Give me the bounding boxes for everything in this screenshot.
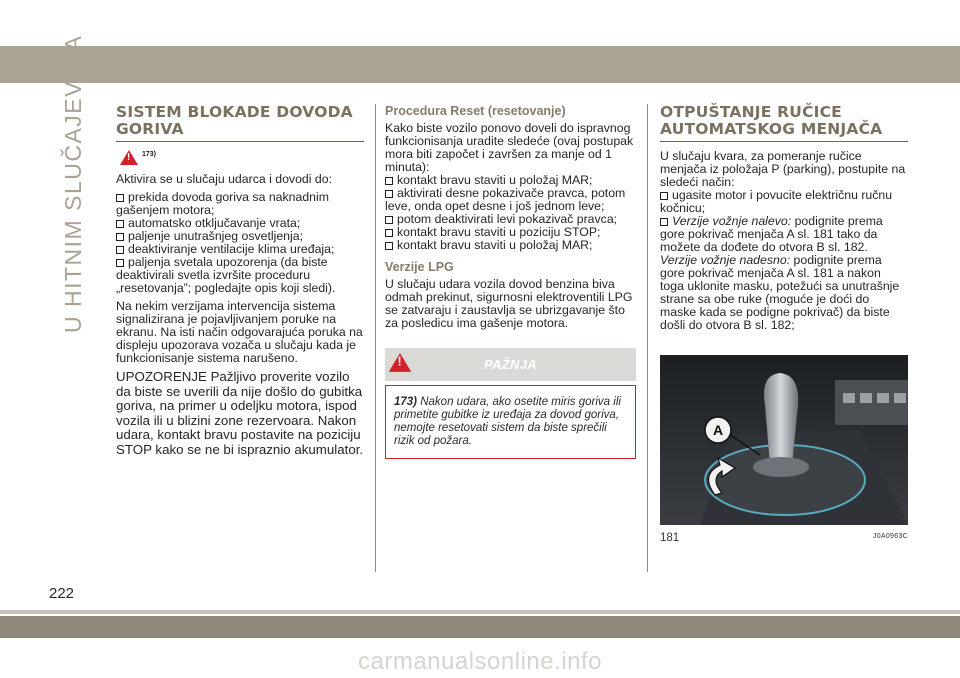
warning-reference — [120, 150, 364, 165]
page-number: 222 — [49, 585, 75, 602]
checkbox-bullet-icon — [116, 259, 124, 267]
watermark-text: carmanualsonline.info — [358, 648, 602, 675]
figure-caption — [660, 532, 908, 544]
reset-intro: Kako biste vozilo ponovo doveli do ispravnog funkcionisanja uradite sledeće (ovaj postupak mora biti započet i završen za manje od 1 minuta): — [385, 121, 634, 174]
column-divider — [647, 104, 648, 572]
list-item: deaktiviranje ventilacije klima uređaja; — [116, 243, 364, 256]
figure-number: 181 — [660, 532, 680, 544]
heading-fuel-cutoff: SISTEM BLOKADE DOVODA GORIVA — [116, 104, 364, 142]
display-message-paragraph: Na nekim verzijama intervencija sistema signalizirana je pojavljivanjem poruke na ekranu. Na isti način odgovarajuća poruka na displeju upozorava vozača u slučaju kada je funkcionisanje sistema narušeno. — [116, 299, 363, 365]
gear-shifter-illustration — [660, 355, 908, 525]
checkbox-bullet-icon — [385, 216, 393, 224]
caution-title: PAŽNJA — [484, 357, 537, 372]
checkbox-bullet-icon — [116, 233, 124, 241]
warning-ref-number: 173) — [142, 151, 157, 158]
caution-ref-number: 173) — [394, 396, 418, 408]
checkbox-bullet-icon — [385, 177, 393, 185]
caution-header — [385, 348, 636, 381]
gear-release-list — [660, 189, 908, 332]
list-item: Verzije vožnje nadesno: podignite prema gore pokrivač menjača A sl. 181 a nakon toga uklonite masku, potežući sa unutrašnje strane sa obe ruke (moguće je doći do maske kada se podigne pokrivač) da biste došli do otvora B sl. 182; — [660, 253, 900, 332]
figure-code: J0A0963C — [872, 533, 908, 540]
bottom-band — [0, 616, 960, 638]
section-side-title — [50, 34, 90, 338]
column-reset-procedure — [385, 104, 636, 459]
top-band — [0, 46, 960, 83]
caution-panel — [385, 348, 636, 459]
gear-release-intro: U slučaju kvara, za pomeranje ručice menjača iz položaja P (parking), postupite na sledeći način: — [660, 149, 906, 189]
list-item: ugasite motor i povucite električnu ručnu kočnicu; — [660, 188, 893, 215]
fuel-cutoff-intro: Aktivira se u slučaju udarca i dovodi do: — [116, 172, 332, 186]
side-title-text: U HITNIM SLUČAJEVIMA — [60, 34, 86, 333]
list-item: paljenja svetala upozorenja (da biste deaktivirali svetla izvršite proceduru „resetovanja”; pogledajte opis koji sledi). — [116, 255, 336, 295]
checkbox-bullet-icon — [385, 190, 393, 198]
checkbox-bullet-icon — [660, 192, 668, 200]
bottom-band-light — [0, 610, 960, 614]
list-item: prekida dovoda goriva sa naknadnim gašenjem motora; — [116, 190, 329, 217]
list-item: automatsko otključavanje vrata; — [116, 217, 364, 230]
checkbox-bullet-icon — [116, 220, 124, 228]
column-gear-lever-release — [660, 104, 908, 337]
list-item: aktivirati desne pokazivače pravca, potom leve, onda opet desne i još jednom leve; — [385, 186, 626, 213]
fuel-cutoff-list — [116, 191, 364, 295]
warning-paragraph: UPOZORENJE Pažljivo proverite vozilo da biste se uverili da nije došlo do gubitka goriva, na primer u odeljku motora, ispod vozila ili u blizini zone rezervoara. Nakon udara, kontakt bravu postavite na poziciju STOP kako se ne bi ispraznio akumulator. — [116, 369, 364, 457]
checkbox-bullet-icon — [385, 229, 393, 237]
lpg-paragraph: U slučaju udara vozila dovod benzina biva odmah prekinut, sigurnosni elektroventili LPG se zatvaraju i zaustavlja se ubrizgavanje što za posledicu ima gašenje motora. — [385, 277, 633, 330]
caution-body — [385, 385, 636, 459]
figure-label-a: A — [712, 422, 724, 438]
list-item: potom deaktivirati levi pokazivač pravca; — [385, 213, 636, 226]
column-divider — [375, 104, 376, 572]
list-item: kontakt bravu staviti u poziciju STOP; — [385, 226, 636, 239]
gear-shifter-figure — [660, 355, 908, 525]
checkbox-bullet-icon — [385, 242, 393, 250]
subheading-reset: Procedura Reset (resetovanje) — [385, 104, 566, 118]
list-item: Verzije vožnje nalevo: podignite prema gore pokrivač menjača A sl. 181 tako da možete da dođete do otvora B sl. 182. — [660, 214, 883, 254]
reset-steps-list — [385, 174, 636, 252]
warning-triangle-icon — [120, 150, 138, 165]
list-item: kontakt bravu staviti u položaj MAR; — [385, 239, 636, 252]
list-item: kontakt bravu staviti u položaj MAR; — [385, 174, 636, 187]
subheading-lpg: Verzije LPG — [385, 260, 454, 274]
checkbox-bullet-icon — [660, 218, 668, 226]
caution-text: Nakon udara, ako osetite miris goriva ili primetite gubitke iz uređaja za dovod goriva, nemojte resetovati sistem da biste sprečili rizik od požara. — [394, 396, 621, 447]
checkbox-bullet-icon — [116, 246, 124, 254]
column-fuel-cutoff — [116, 104, 364, 462]
checkbox-bullet-icon — [116, 194, 124, 202]
heading-gear-lever-release: OTPUŠTANJE RUČICE AUTOMATSKOG MENJAČA — [660, 104, 908, 142]
list-item: paljenje unutrašnjeg osvetljenja; — [116, 230, 364, 243]
